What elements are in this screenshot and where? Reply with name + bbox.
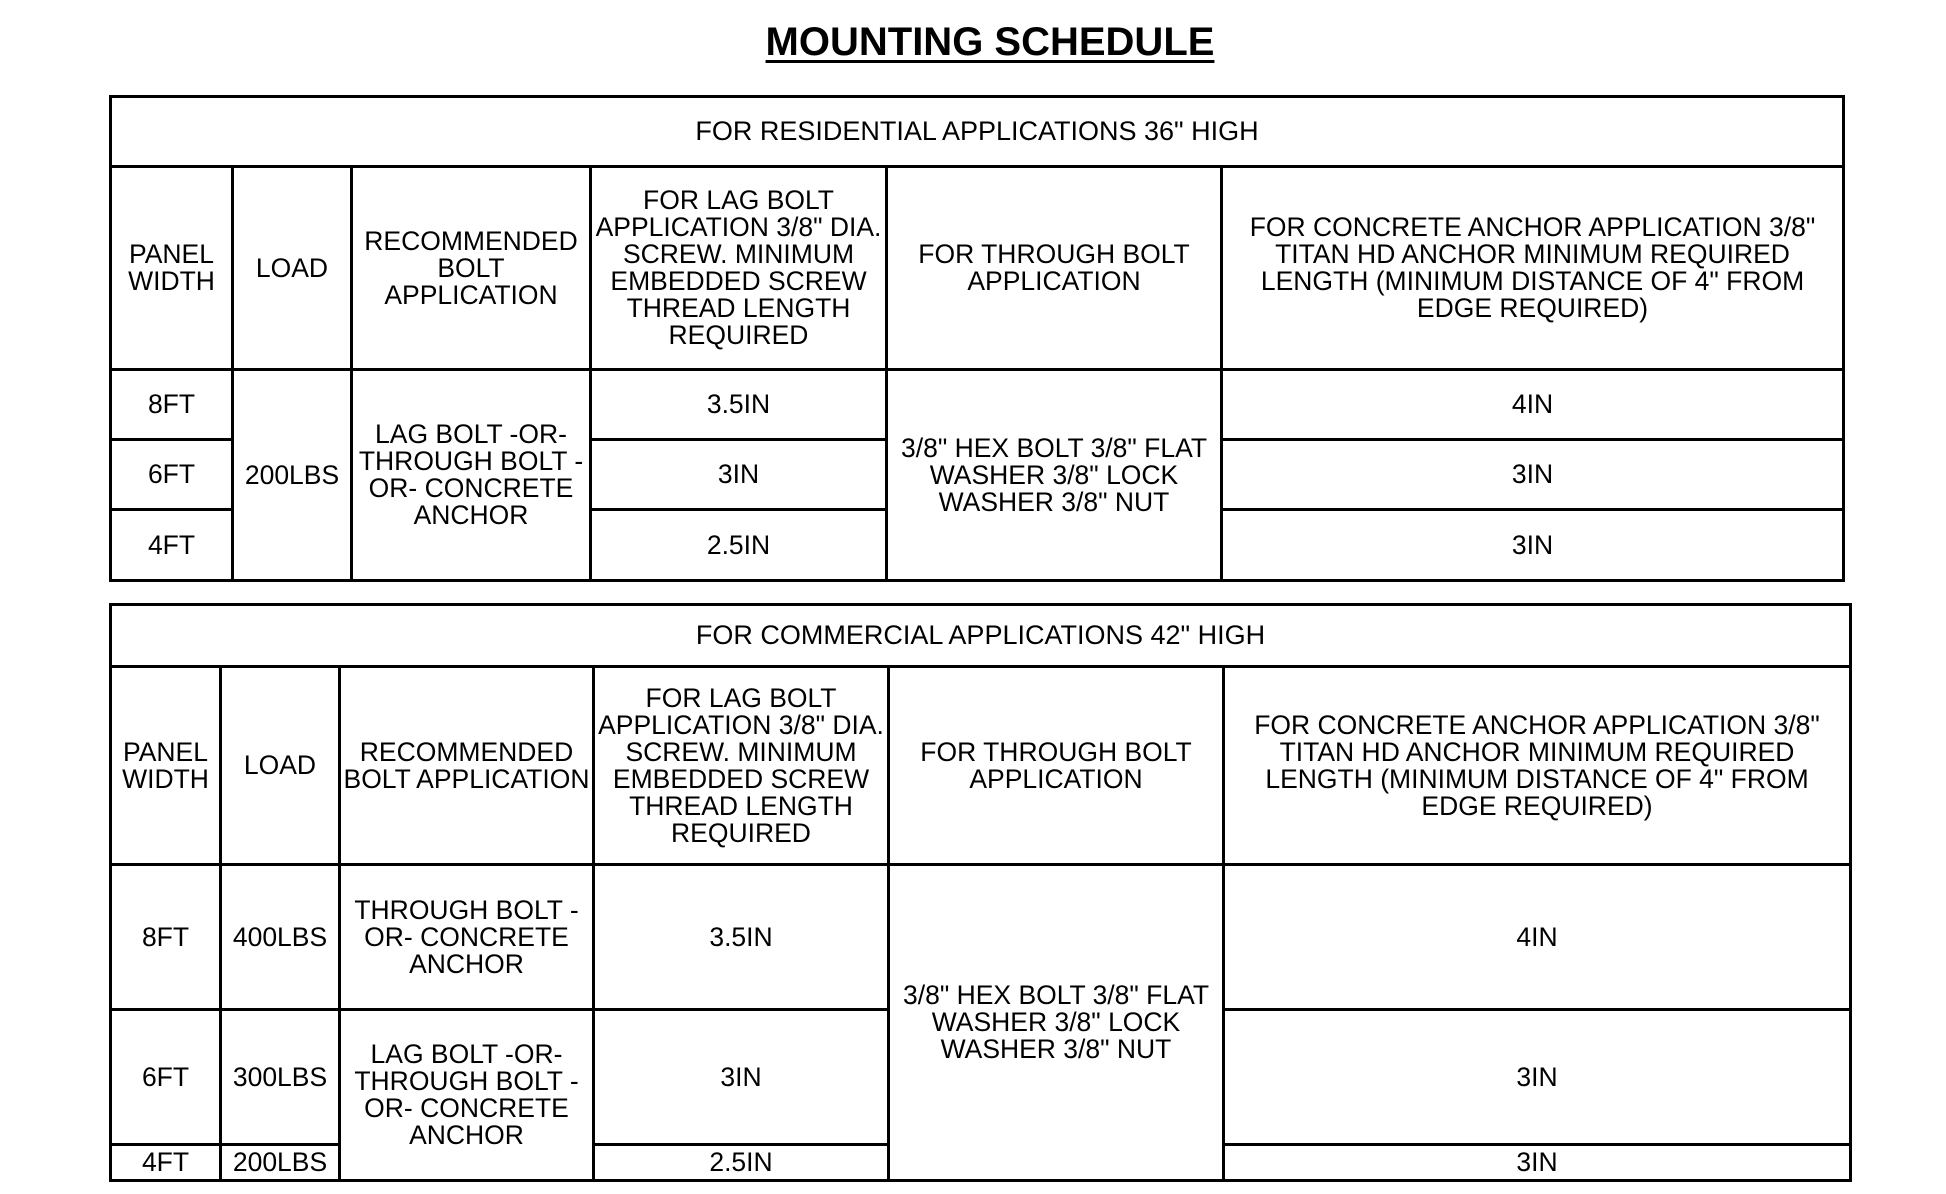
header-panel-width: PANEL WIDTH [111, 667, 221, 865]
residential-caption: FOR RESIDENTIAL APPLICATIONS 36" HIGH [111, 97, 1844, 167]
lag-length-cell: 3IN [594, 1010, 889, 1145]
header-lag-bolt: FOR LAG BOLT APPLICATION 3/8" DIA. SCREW. MINIMUM EMBEDDED SCREW THREAD LENGTH REQUIRED [591, 167, 887, 370]
lag-length-cell: 3.5IN [594, 865, 889, 1010]
panel-width-cell: 6FT [111, 440, 233, 510]
lag-length-cell: 3IN [591, 440, 887, 510]
concrete-length-cell: 3IN [1222, 440, 1844, 510]
header-concrete-anchor: FOR CONCRETE ANCHOR APPLICATION 3/8" TITAN HD ANCHOR MINIMUM REQUIRED LENGTH (MINIMUM DISTANCE OF 4" FROM EDGE REQUIRED) [1222, 167, 1844, 370]
lag-length-cell: 3.5IN [591, 370, 887, 440]
lag-length-cell: 2.5IN [591, 510, 887, 581]
load-cell: 400LBS [221, 865, 340, 1010]
header-recommended-bolt: RECOMMENDED BOLT APPLICATION [352, 167, 591, 370]
concrete-length-cell: 4IN [1224, 865, 1851, 1010]
residential-schedule-table [109, 95, 1845, 582]
panel-width-cell: 6FT [111, 1010, 221, 1145]
table-row [111, 865, 1851, 1010]
commercial-schedule-table [109, 603, 1852, 1182]
table-row [111, 370, 1844, 440]
header-recommended-bolt: RECOMMENDED BOLT APPLICATION [340, 667, 594, 865]
header-load: LOAD [221, 667, 340, 865]
load-cell: 200LBS [233, 370, 352, 581]
header-lag-bolt: FOR LAG BOLT APPLICATION 3/8" DIA. SCREW. MINIMUM EMBEDDED SCREW THREAD LENGTH REQUIRED [594, 667, 889, 865]
commercial-caption: FOR COMMERCIAL APPLICATIONS 42" HIGH [111, 605, 1851, 667]
panel-width-cell: 4FT [111, 510, 233, 581]
concrete-length-cell: 3IN [1224, 1145, 1851, 1181]
load-cell: 200LBS [221, 1145, 340, 1181]
header-panel-width: PANEL WIDTH [111, 167, 233, 370]
header-through-bolt: FOR THROUGH BOLT APPLICATION [887, 167, 1222, 370]
header-concrete-anchor: FOR CONCRETE ANCHOR APPLICATION 3/8" TITAN HD ANCHOR MINIMUM REQUIRED LENGTH (MINIMUM DISTANCE OF 4" FROM EDGE REQUIRED) [1224, 667, 1851, 865]
concrete-length-cell: 3IN [1224, 1010, 1851, 1145]
load-cell: 300LBS [221, 1010, 340, 1145]
header-through-bolt: FOR THROUGH BOLT APPLICATION [889, 667, 1224, 865]
page-title: MOUNTING SCHEDULE [765, 20, 1215, 64]
recommended-cell: THROUGH BOLT -OR- CONCRETE ANCHOR [340, 865, 594, 1010]
recommended-cell: LAG BOLT -OR- THROUGH BOLT -OR- CONCRETE ANCHOR [352, 370, 591, 581]
recommended-cell: LAG BOLT -OR- THROUGH BOLT -OR- CONCRETE ANCHOR [340, 1010, 594, 1181]
through-bolt-cell: 3/8" HEX BOLT 3/8" FLAT WASHER 3/8" LOCK WASHER 3/8" NUT [887, 370, 1222, 581]
panel-width-cell: 4FT [111, 1145, 221, 1181]
panel-width-cell: 8FT [111, 370, 233, 440]
lag-length-cell: 2.5IN [594, 1145, 889, 1181]
header-load: LOAD [233, 167, 352, 370]
through-bolt-cell: 3/8" HEX BOLT 3/8" FLAT WASHER 3/8" LOCK WASHER 3/8" NUT [889, 865, 1224, 1181]
concrete-length-cell: 4IN [1222, 370, 1844, 440]
concrete-length-cell: 3IN [1222, 510, 1844, 581]
panel-width-cell: 8FT [111, 865, 221, 1010]
